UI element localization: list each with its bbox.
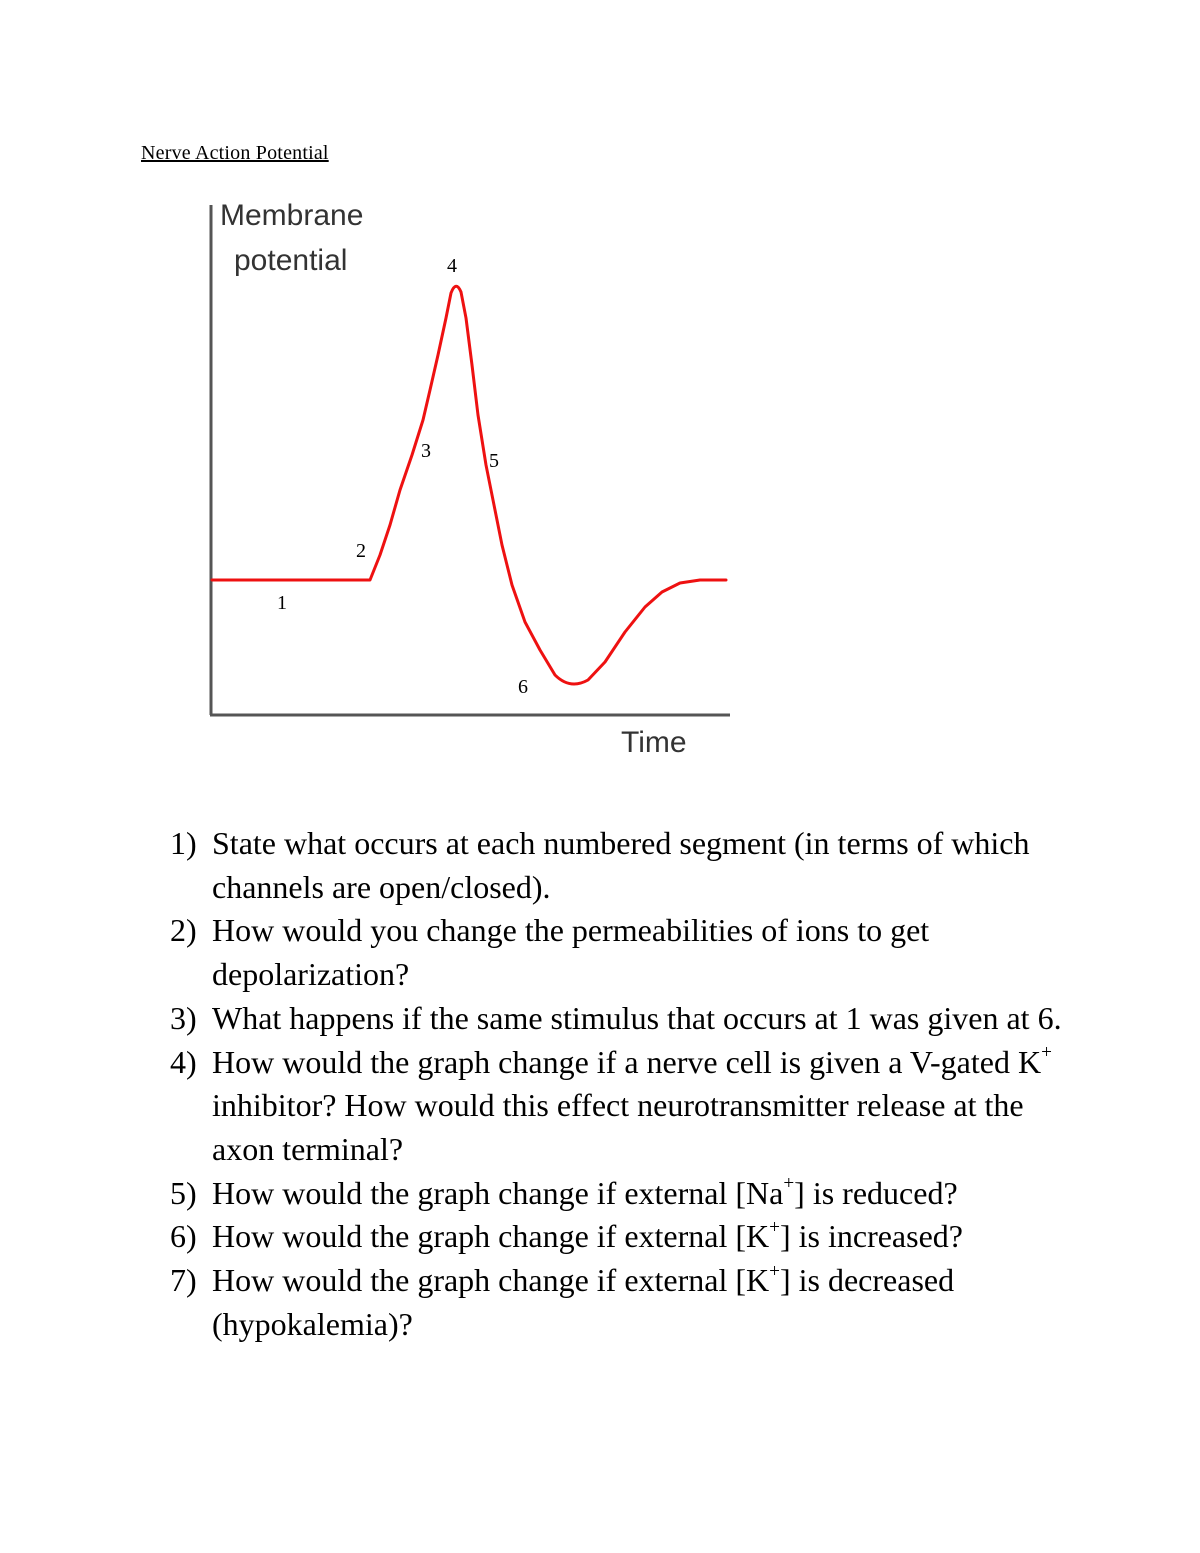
x-axis-label: Time [621,726,687,759]
question-text: How would you change the permeabilities of ions to get depolarization? [212,912,930,993]
question-item [170,1215,1070,1259]
question-item [170,1041,1070,1172]
y-axis-label-line1: Membrane [220,199,364,232]
question-number: 4) [170,1043,197,1080]
question-text-part-a: How would the graph change if external [Na [212,1174,784,1211]
question-item [170,909,1070,996]
question-text: State what occurs at each numbered segment (in terms of which channels are open/closed). [212,825,1030,905]
superscript-plus: + [1041,1041,1052,1063]
segment-label-3: 3 [421,440,431,462]
superscript-plus: + [783,1173,795,1195]
segment-label-2: 2 [356,540,366,562]
question-text-part-b: ] is decreased (hypokalemia)? [212,1262,955,1342]
question-text-part-a: How would the graph change if external [K [212,1262,770,1299]
question-number: 6) [170,1218,197,1255]
question-text-part-b: ] is reduced? [794,1174,958,1211]
question-item [170,1172,1070,1216]
segment-label-5: 5 [489,450,499,472]
question-text-part-b: inhibitor? How would this effect neurotransmitter release at the axon terminal? [212,1087,1024,1167]
action-potential-curve [212,286,726,684]
segment-label-1: 1 [277,592,287,614]
segment-label-4: 4 [447,255,457,277]
question-text-part-a: How would the graph change if a nerve cell is given a V-gated K [212,1043,1042,1080]
superscript-plus: + [769,1216,780,1238]
question-number: 5) [170,1174,197,1211]
question-text-part-b: ] is increased? [779,1218,963,1255]
segment-label-6: 6 [518,676,528,698]
question-list [170,822,1070,1346]
question-number: 2) [170,912,197,949]
question-number: 7) [170,1262,197,1299]
question-number: 1) [170,825,197,861]
question-text: What happens if the same stimulus that occurs at 1 was given at 6. [212,999,1062,1036]
question-text-part-a: How would the graph change if external [K [212,1218,770,1255]
question-item [170,1259,1070,1346]
y-axis-label-line2: potential [234,244,348,277]
question-number: 3) [170,999,197,1036]
question-item [170,997,1070,1041]
document-title: Nerve Action Potential [141,142,329,164]
superscript-plus: + [769,1260,780,1282]
question-item [170,822,1070,909]
